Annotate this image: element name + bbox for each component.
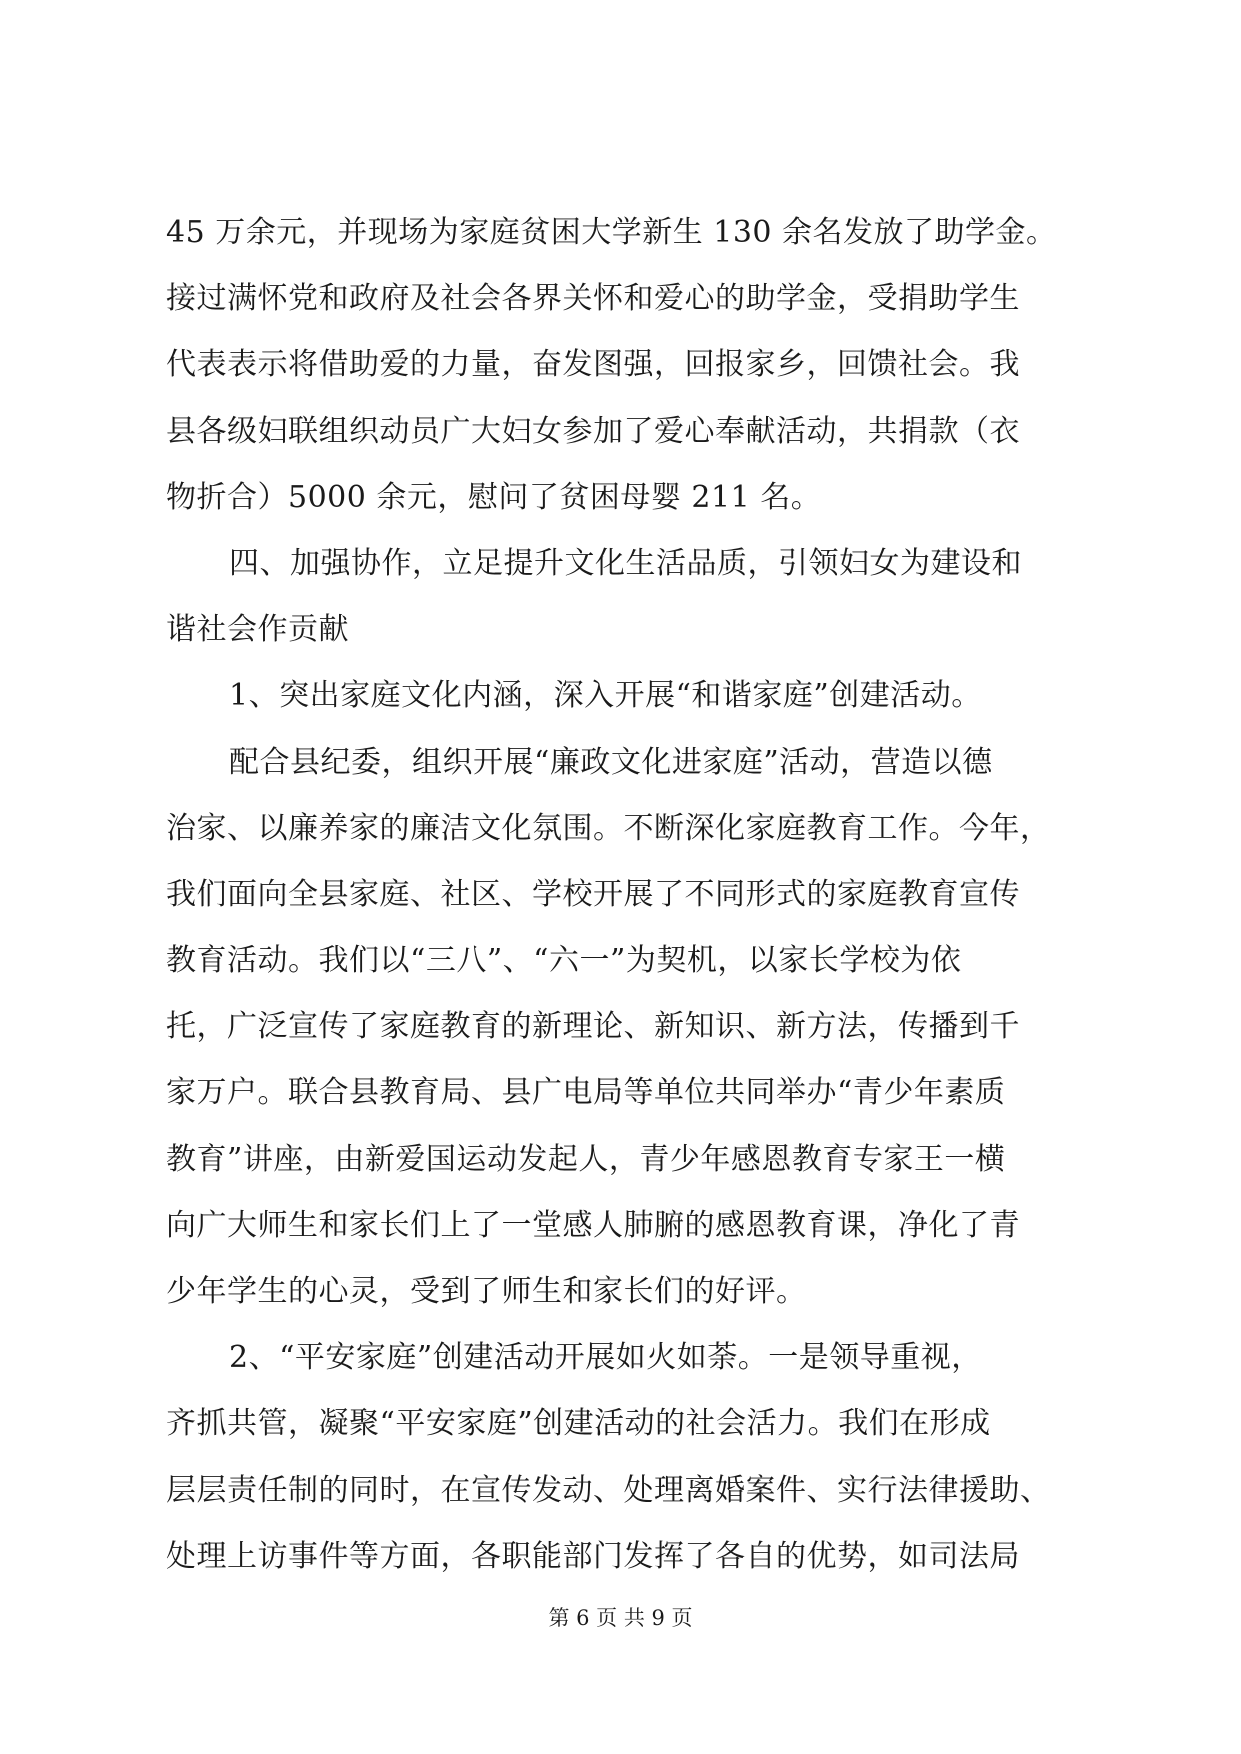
section-heading-line-1: 四、加强协作，立足提升文化生活品质，引领妇女为建设和 bbox=[229, 545, 1022, 581]
text-line-13: 托，广泛宣传了家庭教育的新理论、新知识、新方法，传播到千 bbox=[166, 1009, 1020, 1045]
section-heading-line-2: 谐社会作贡献 bbox=[166, 612, 349, 648]
text-line-10: 治家、以廉养家的廉洁文化氛围。不断深化家庭教育工作。今年， bbox=[166, 810, 1051, 846]
text-line-16: 向广大师生和家长们上了一堂感人肺腑的感恩教育课，净化了青 bbox=[166, 1207, 1020, 1243]
text-line-2: 接过满怀党和政府及社会各界关怀和爱心的助学金，受捐助学生 bbox=[166, 281, 1020, 317]
subsection-heading-2: 2、“平安家庭”创建活动开展如火如荼。一是领导重视， bbox=[229, 1340, 982, 1376]
page-number-footer: 第 6 页 共 9 页 bbox=[548, 1606, 693, 1630]
text-line-20: 层层责任制的同时，在宣传发动、处理离婚案件、实行法律援助、 bbox=[166, 1472, 1051, 1508]
text-line-1: 45 万余元，并现场为家庭贫困大学新生 130 余名发放了助学金。 bbox=[166, 215, 1057, 250]
text-line-12: 教育活动。我们以“三八”、“六一”为契机，以家长学校为依 bbox=[166, 943, 962, 979]
text-line-5: 物折合）5000 余元，慰问了贫困母婴 211 名。 bbox=[166, 479, 822, 515]
text-line-14: 家万户。联合县教育局、县广电局等单位共同举办“青少年素质 bbox=[166, 1075, 1006, 1111]
text-line-19: 齐抓共管，凝聚“平安家庭”创建活动的社会活力。我们在形成 bbox=[166, 1406, 991, 1442]
text-line-3: 代表表示将借助爱的力量，奋发图强，回报家乡，回馈社会。我 bbox=[166, 347, 1020, 383]
text-line-11: 我们面向全县家庭、社区、学校开展了不同形式的家庭教育宣传 bbox=[166, 876, 1020, 912]
document-body bbox=[166, 200, 1086, 1590]
text-line-17: 少年学生的心灵，受到了师生和家长们的好评。 bbox=[166, 1274, 807, 1309]
text-line-15: 教育”讲座，由新爱国运动发起人，青少年感恩教育专家王一横 bbox=[166, 1141, 1006, 1177]
text-line-21: 处理上访事件等方面，各职能部门发挥了各自的优势，如司法局 bbox=[166, 1538, 1020, 1574]
subsection-heading-1: 1、突出家庭文化内涵，深入开展“和谐家庭”创建活动。 bbox=[229, 678, 982, 714]
text-line-9: 配合县纪委，组织开展“廉政文化进家庭”活动，营造以德 bbox=[229, 744, 993, 780]
text-line-4: 县各级妇联组织动员广大妇女参加了爱心奉献活动，共捐款（衣 bbox=[166, 413, 1020, 449]
